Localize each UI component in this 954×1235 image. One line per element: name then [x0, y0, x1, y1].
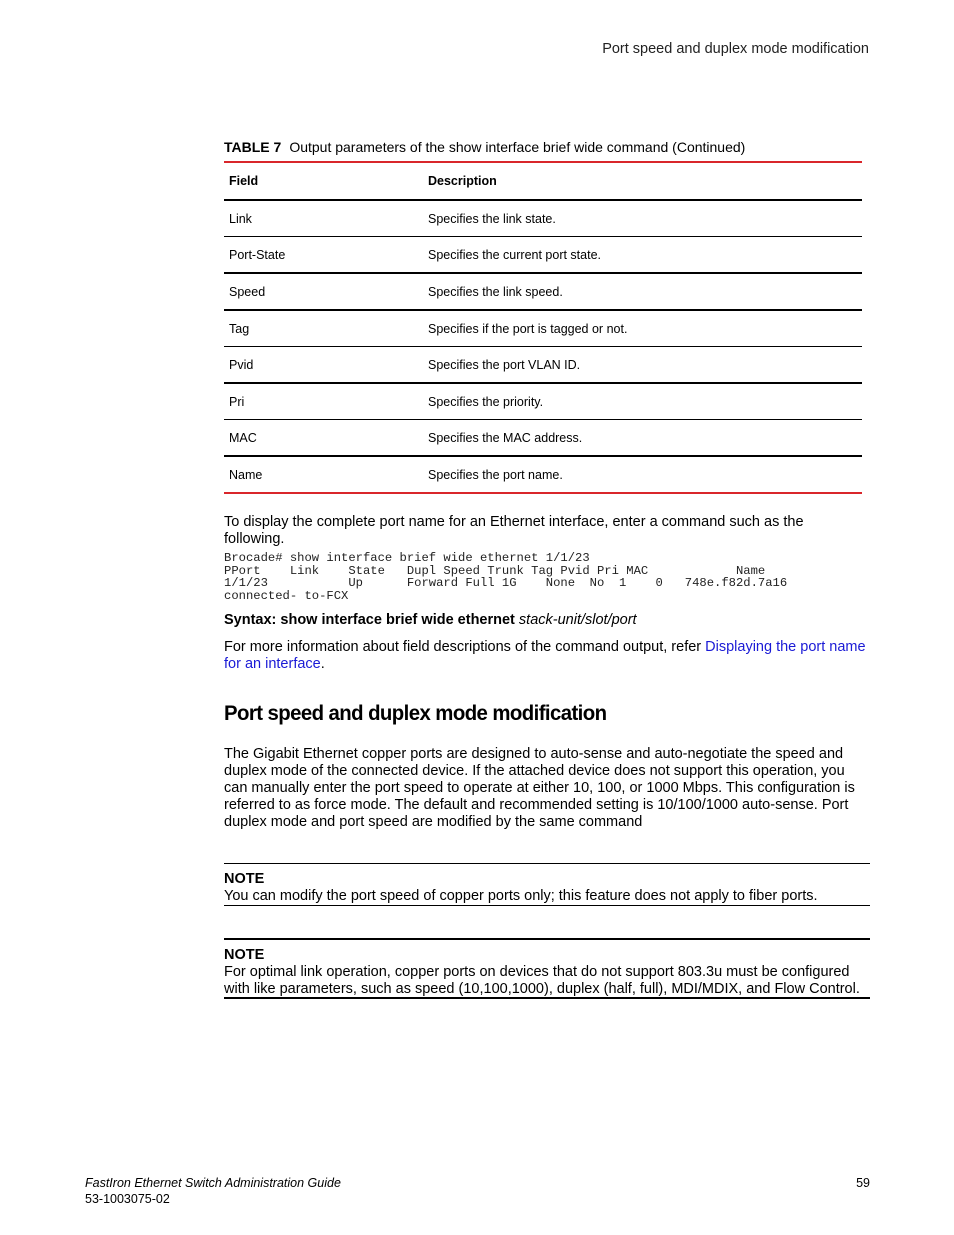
description-cell: Specifies the link state. — [423, 200, 862, 237]
footer-doc-title: FastIron Ethernet Switch Administration Guide — [85, 1176, 341, 1190]
table-row — [224, 273, 862, 310]
syntax-line — [224, 612, 637, 629]
description-cell: Specifies the current port state. — [423, 237, 862, 274]
section-title: Port speed and duplex mode modification — [224, 702, 607, 725]
more-info-paragraph — [224, 639, 870, 673]
displaying-port-name-link[interactable]: Displaying the port name for an interface — [224, 639, 866, 672]
table-caption-text: Output parameters of the show interface brief wide command (Continued) — [289, 139, 746, 155]
description-cell: Specifies if the port is tagged or not. — [423, 310, 862, 347]
table-row — [224, 310, 862, 347]
note-text: For optimal link operation, copper ports on devices that do not support 803.3u must be configured with like parameters, such as speed (10,100,1000), duplex (half, full), MDI/MDIX, and Flow Control. — [224, 964, 860, 997]
parameters-table — [224, 161, 862, 494]
table-label: TABLE 7 — [224, 139, 282, 155]
field-cell: Link — [224, 200, 423, 237]
more-info-suffix: . — [320, 656, 325, 672]
field-cell: Name — [229, 467, 263, 482]
field-cell: Port-State — [224, 237, 423, 274]
field-cell: MAC — [224, 420, 423, 457]
note-text: You can modify the port speed of copper ports only; this feature does not apply to fiber ports. — [224, 888, 818, 904]
page-footer — [85, 1175, 870, 1207]
syntax-command: Syntax: show interface brief wide ethernet — [224, 612, 519, 628]
field-cell: Pri — [224, 383, 423, 420]
syntax-argument: stack-unit/slot/port — [518, 612, 637, 628]
note-label: NOTE — [224, 947, 265, 963]
command-example: Brocade# show interface brief wide ethernet 1/1/23 PPort Link State Dupl Speed Trunk Tag Pvid Pri MAC Name 1/1/23 Up Forward Full 1G None No 1 0 748e.f82d.7a16 connected- to-FCX — [224, 551, 788, 603]
field-cell: Speed — [224, 273, 423, 310]
page-number: 59 — [856, 1176, 870, 1190]
column-header-description: Description — [423, 163, 862, 200]
running-head: Port speed and duplex mode modification — [602, 41, 869, 57]
footer-doc-number: 53-1003075-02 — [85, 1192, 170, 1206]
table-row — [224, 200, 862, 237]
note-label: NOTE — [224, 871, 265, 887]
intro-paragraph: To display the complete port name for an Ethernet interface, enter a command such as the following. — [224, 514, 804, 547]
field-cell: Pvid — [224, 347, 423, 384]
description-cell: Specifies the port name. — [428, 467, 563, 482]
table-row — [224, 237, 862, 274]
table-caption — [224, 139, 864, 155]
table-row — [224, 347, 862, 384]
note-box — [224, 863, 870, 906]
description-cell: Specifies the priority. — [423, 383, 862, 420]
table-row — [224, 383, 862, 420]
note-box — [224, 938, 870, 999]
description-cell: Specifies the MAC address. — [423, 420, 862, 457]
table-header-row — [224, 163, 862, 200]
description-cell: Specifies the link speed. — [423, 273, 862, 310]
field-cell: Tag — [224, 310, 423, 347]
section-paragraph: The Gigabit Ethernet copper ports are designed to auto-sense and auto-negotiate the speed and duplex mode of the connected device. If the attached device does not support this operation, you can manually enter the port speed to operate at either 10, 100, or 1000 Mbps. This configuration is referred to as force mode. The default and recommended setting is 10/100/1000 auto-sense. Port duplex mode and port speed are modified by the same command — [224, 746, 855, 830]
table-row — [224, 456, 862, 492]
description-cell: Specifies the port VLAN ID. — [423, 347, 862, 384]
column-header-field: Field — [224, 163, 423, 200]
table-row — [224, 420, 862, 457]
more-info-text: For more information about field descriptions of the command output, refer — [224, 639, 706, 655]
